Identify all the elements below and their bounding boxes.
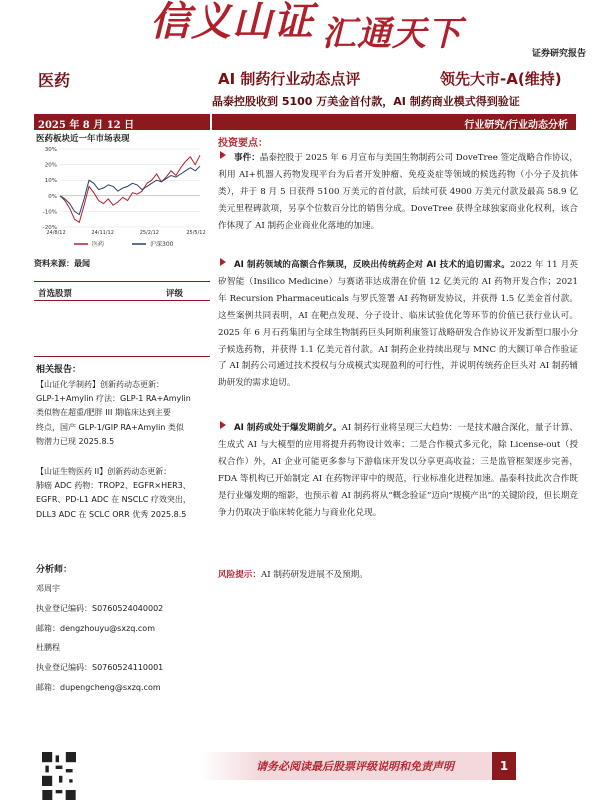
series-line <box>60 155 200 222</box>
related-line: 类似物在超重/肥胖 III 期临床达到主要 <box>36 408 171 418</box>
related-line: 【山证化学制药】创新药动态更新： <box>36 380 164 389</box>
chart-title: 医药板块近一年市场表现 <box>36 134 130 144</box>
x-tick-label: 25/2/12 <box>139 230 159 236</box>
chart-source: 资料来源：最闻 <box>34 259 90 268</box>
paragraph-lead: AI 制药或处于爆发期前夕。 <box>234 423 342 433</box>
qr-code-icon <box>42 752 76 786</box>
y-tick-label: 30% <box>44 147 57 153</box>
divider <box>34 300 210 301</box>
risk-text: AI 制药研发进展不及预期。 <box>260 570 368 580</box>
series-line <box>60 166 200 214</box>
stock-table-header <box>38 287 188 299</box>
analyst-heading: 分析师： <box>36 565 73 575</box>
related-report-1[interactable] <box>36 378 210 449</box>
paragraph-body: 晶泰控股于 2025 年 6 月宣布与美国生物制药公司 DoveTree 签定战略合作协议，利用 AI+机器人药物发现平台为后者开发肿瘤、免疫炎症等领域的候选药物（小分子及抗体类），并于 8 月 5 日获得 5100 万美元的首付款，后续可获 4900 万美元付款及最高 58.9 亿美元里程碑款项，另享个位数百分比的销售分成。DoveTree 获得全球独家商业化权利，该合作体现了 AI 制药企业商业化落地的加速。 <box>218 153 578 231</box>
paragraph-trends <box>218 420 578 521</box>
related-line: 物潜力已现 2025.8.5 <box>36 436 115 446</box>
footer-bar <box>200 752 500 780</box>
report-category: 行业研究/行业动态分析 <box>464 120 568 131</box>
paragraph-collaboration <box>218 257 578 392</box>
related-line: 【山证生物医药 II】创新药动态更新： <box>36 467 172 476</box>
sector-label: 医药 <box>38 71 71 90</box>
bullet-arrow-icon <box>220 258 226 266</box>
x-tick-label: 24/8/12 <box>46 230 66 236</box>
related-line: 终点，国产 GLP-1/GIP RA+Amylin 类似 <box>36 422 184 432</box>
x-tick-label: 24/11/12 <box>91 230 114 236</box>
key-points-heading: 投资要点： <box>218 138 268 149</box>
x-tick-label: 25/5/12 <box>186 230 206 236</box>
paragraph-body: AI 制药行业将呈现三大趋势：一是技术融合深化，量子计算、生成式 AI 与大模型的应用将提升药物设计效率；二是合作模式多元化，除 License-out（授权合作）外，AI 企业可能更多参与下游临床开发以分享更高收益；三是监管框架逐步完善，FDA 等机构已开始制定 AI 在药物评审中的规范，行业标准化进程加速。晶泰科技此次合作既是行业爆发期的缩影，也预示着 AI 制药将从“概念验证”迈向“规模产出”的关键阶段，但长期竞争力仍取决于临床转化能力与商业化兑现。 <box>218 423 578 518</box>
paragraph-event <box>218 150 578 235</box>
brand-logo <box>150 0 462 62</box>
disclaimer-link[interactable]: 请务必阅读最后股票评级说明和免责声明 <box>256 760 454 773</box>
related-line: 肺癌 ADC 药物：TROP2、EGFR×HER3、 <box>36 481 191 491</box>
category-bar <box>212 114 576 130</box>
brand-slogan-b: 汇通天下 <box>322 14 462 54</box>
analyst-license: 执业登记编码：S0760524040002 <box>36 604 164 613</box>
related-reports-heading: 相关报告： <box>36 365 82 375</box>
analyst-name: 邓周宇 <box>36 584 60 593</box>
analyst-license: 执业登记编码：S0760524110001 <box>36 663 164 672</box>
related-line: GLP-1+Amylin 疗法：GLP-1 RA+Amylin <box>36 394 191 404</box>
divider <box>34 281 210 282</box>
y-tick-label: 0% <box>48 193 57 200</box>
y-tick-label: 20% <box>44 162 57 169</box>
analyst-email[interactable]: 邮箱：dupengcheng@sxzq.com <box>36 683 161 692</box>
legend-label: 医药 <box>92 241 105 248</box>
related-report-2[interactable] <box>36 465 210 522</box>
rating-label: 领先大市-A(维持) <box>440 70 562 88</box>
date-bar <box>34 114 210 130</box>
risk-warning <box>218 568 368 580</box>
analyst-name: 杜鹏程 <box>36 643 60 652</box>
related-line: EGFR、PD-L1 ADC 在 NSCLC 疗效突出， <box>36 495 191 505</box>
performance-chart <box>34 143 206 255</box>
y-tick-label: -20% <box>42 225 57 231</box>
report-title: AI 制药行业动态点评 <box>218 70 361 88</box>
report-subtitle: 晶泰控股收到 5100 万美金首付款，AI 制药商业模式得到验证 <box>212 95 520 108</box>
legend-label: 沪深300 <box>150 241 174 248</box>
page-number: 1 <box>492 752 516 780</box>
y-tick-label: -10% <box>42 209 57 216</box>
brand-slogan-a: 信义山证 <box>150 0 314 45</box>
paragraph-lead: 事件： <box>234 153 260 163</box>
report-type: 证券研究报告 <box>531 49 586 59</box>
paragraph-body: 2022 年 11 月英矽智能（Insilico Medicine）与赛诺菲达成潜在价值 12 亿美元的 AI 药物开发合作；2021 年 Recursion Pharmaceuticals 与罗氏签署 AI 药物研发协议，并获得 1.5 亿美金首付款。这些案例共同表明，AI 在靶点发现、分子设计、临床试验优化等环节的价值已获行业认可。2025 年 6 月石药集团与全球生物制药巨头阿斯利康签订战略研发合作协议开发新型口服小分子候选药物，并获得 1.1 亿美元首付款。AI 制药企业持续出现与 MNC 的大额订单合作验证了 AI 制药公司通过技术授权与分成模式实现盈利的可行性，并说明传统药企巨头对 AI 制药辅助研发的需求迫切。 <box>218 260 578 389</box>
bullet-arrow-icon <box>220 151 226 159</box>
analyst-email[interactable]: 邮箱：dengzhouyu@sxzq.com <box>36 624 155 633</box>
paragraph-lead: AI 制药领域的高额合作频现，反映出传统药企对 AI 技术的追切需求。 <box>234 260 511 270</box>
y-tick-label: 10% <box>44 178 57 185</box>
bullet-arrow-icon <box>220 421 226 429</box>
stock-head-rating: 评级 <box>166 289 184 299</box>
risk-label: 风险提示： <box>218 570 261 580</box>
divider <box>34 356 210 357</box>
related-line: DLL3 ADC 在 SCLC ORR 优秀 2025.8.5 <box>36 509 187 519</box>
qr-code-icon <box>42 790 76 800</box>
stock-head-stock: 首选股票 <box>38 289 73 299</box>
report-date: 2025 年 8 月 12 日 <box>38 120 135 131</box>
